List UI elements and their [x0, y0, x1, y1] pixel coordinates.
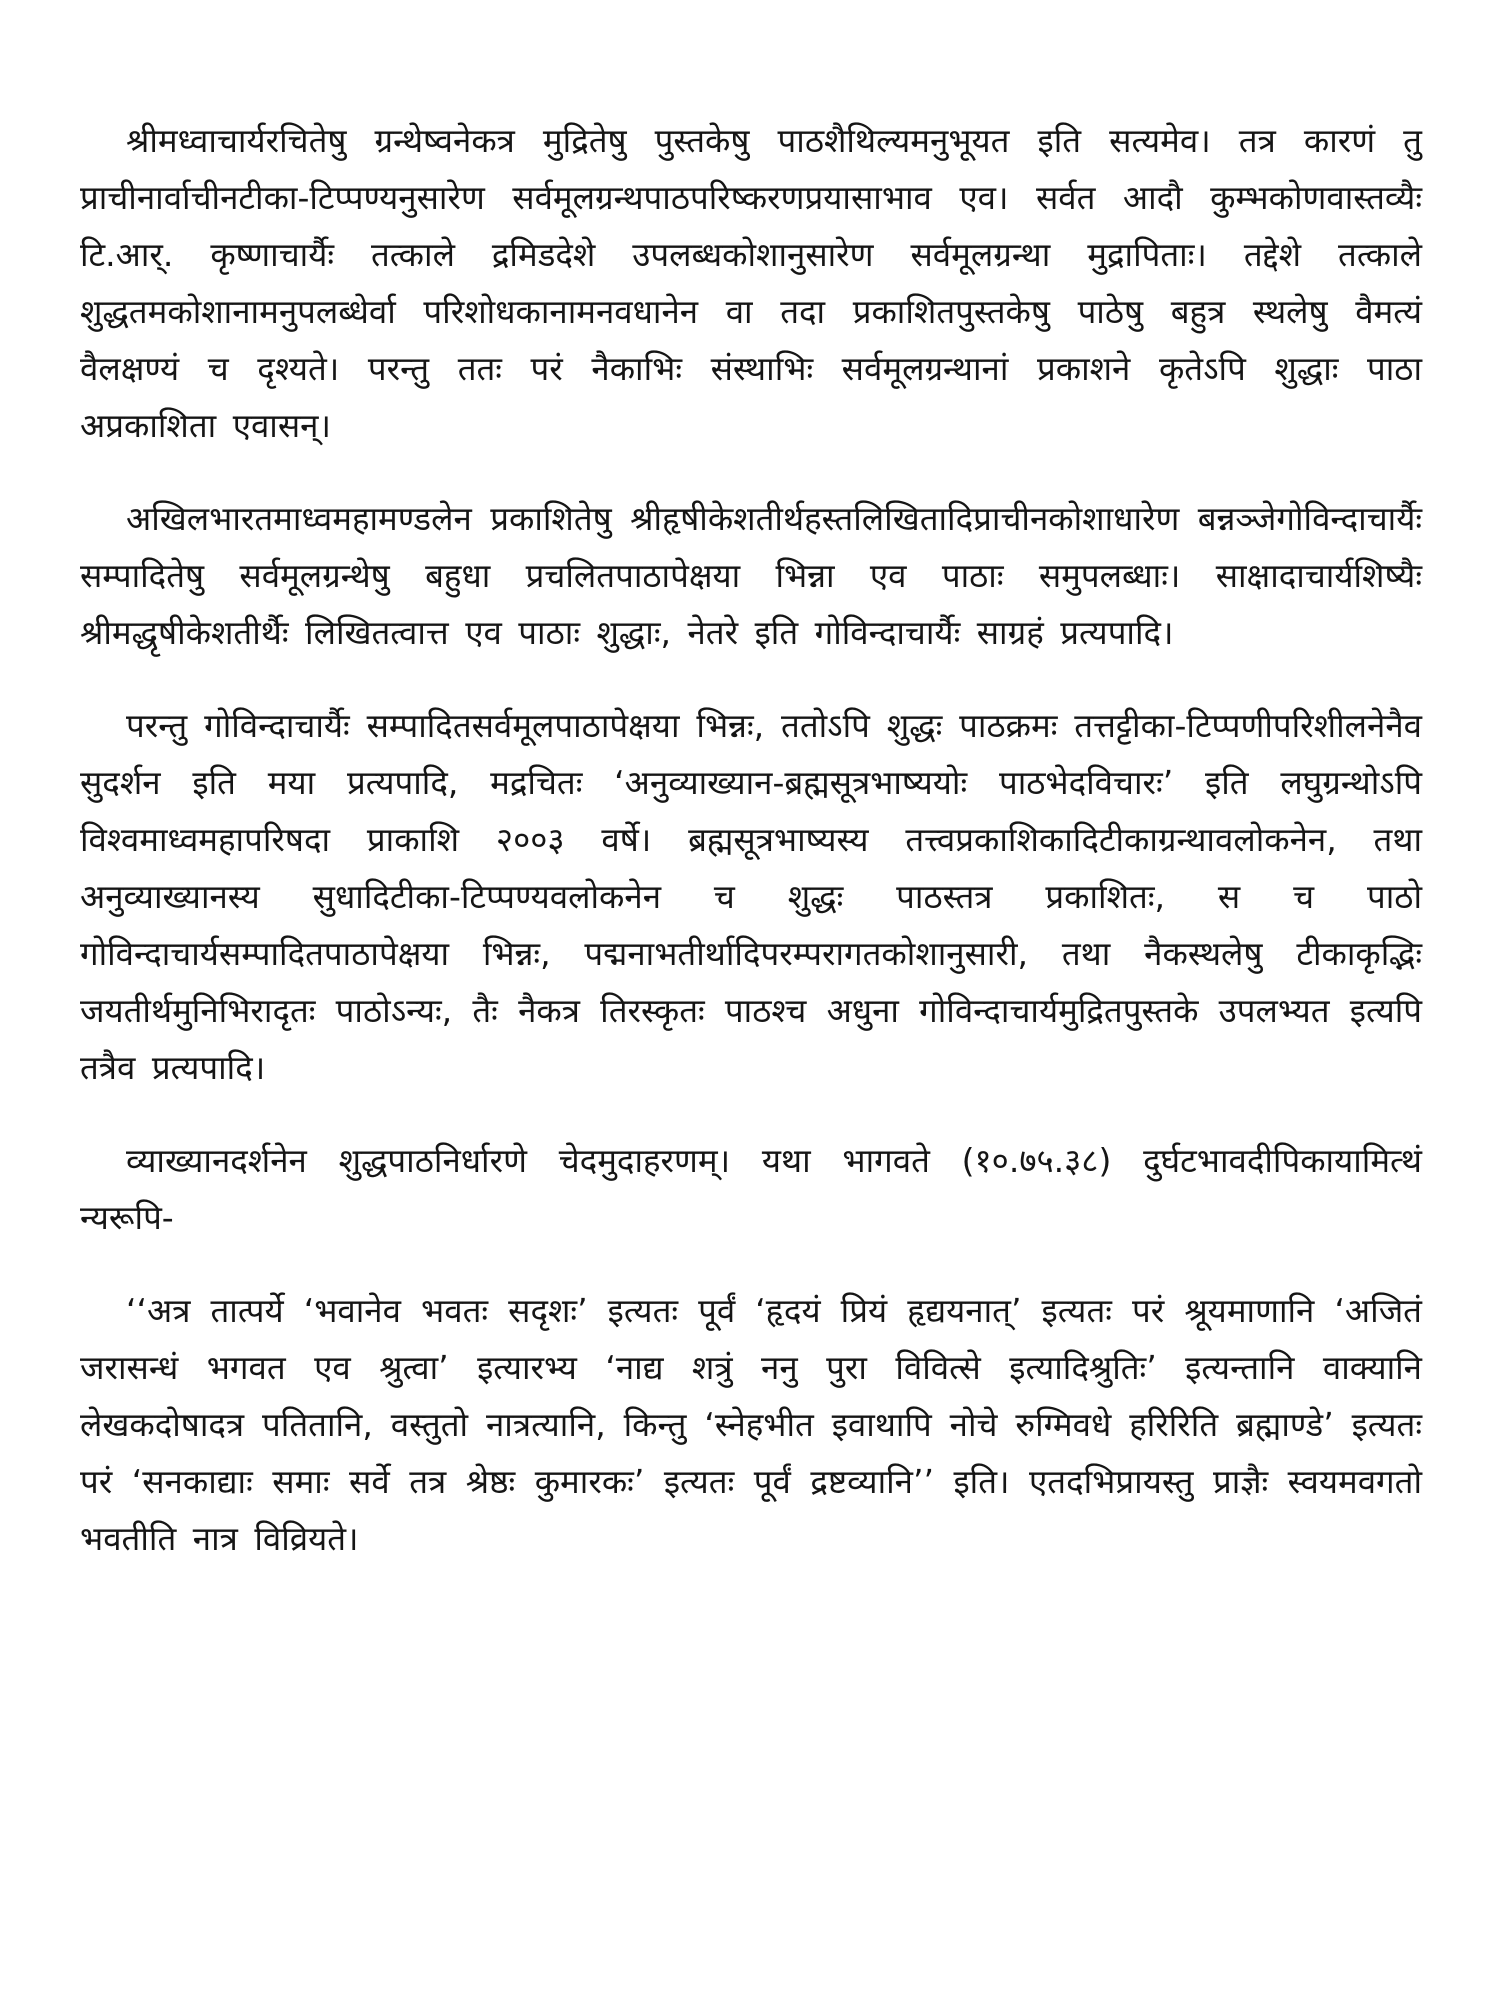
paragraph-3: परन्तु गोविन्दाचार्यैः सम्पादितसर्वमूलपाठापेक्षया भिन्नः, ततोऽपि शुद्धः पाठक्रमः तत्तट्टीका-टिप्पणीपरिशीलनेनैव सुदर्शन इति मया प्रत्यपादि, मद्रचितः ‘अनुव्याख्यान-ब्रह्मसूत्रभाष्ययोः पाठभेदविचारः’ इति लघुग्रन्थोऽपि विश्वमाध्वमहापरिषदा प्राकाशि २००३ वर्षे। ब्रह्मसूत्रभाष्यस्य तत्त्वप्रकाशिकादिटीकाग्रन्थावलोकनेन, तथा अनुव्याख्यानस्य सुधादिटीका-टिप्पण्यवलोकनेन च शुद्धः पाठस्तत्र प्रकाशितः, स च पाठो गोविन्दाचार्यसम्पादितपाठापेक्षया भिन्नः, पद्मनाभतीर्थादिपरम्परागतकोशानुसारी, तथा नैकस्थलेषु टीकाकृद्भिः जयतीर्थमुनिभिरादृतः पाठोऽन्यः, तैः नैकत्र तिरस्कृतः पाठश्च अधुना गोविन्दाचार्यमुद्रितपुस्तके उपलभ्यत इत्यपि तत्रैव प्रत्यपादि। [80, 706, 1422, 1087]
paragraph-5-quote: ‘‘अत्र तात्पर्ये ‘भवानेव भवतः सदृशः’ इत्यतः पूर्वं ‘हृदयं प्रियं हृद्ययनात्’ इत्यतः परं श्रूयमाणानि ‘अजितं जरासन्धं भगवत एव श्रुत्वा’ इत्यारभ्य ‘नाद्य शत्रुं ननु पुरा विवित्से इत्यादिश्रुतिः’ इत्यन्तानि वाक्यानि लेखकदोषादत्र पतितानि, वस्तुतो नात्रत्यानि, किन्तु ‘स्नेहभीत इवाथापि नोचे रुग्मिवधे हरिरिति ब्रह्माण्डे’ इत्यतः परं ‘सनकाद्याः समाः सर्वे तत्र श्रेष्ठः कुमारकः’ इत्यतः पूर्वं द्रष्टव्यानि’’ इति। एतदभिप्रायस्तु प्राज्ञैः स्वयमवगतो भवतीति नात्र विव्रियते। [80, 1291, 1422, 1558]
paragraph-4: व्याख्यानदर्शनेन शुद्धपाठनिर्धारणे चेदमुदाहरणम्। यथा भागवते (१०.७५.३८) दुर्घटभावदीपिकायामित्थं न्यरूपि- [80, 1141, 1422, 1237]
paragraph-2: अखिलभारतमाध्वमहामण्डलेन प्रकाशितेषु श्रीहृषीकेशतीर्थहस्तलिखितादिप्राचीनकोशाधारेण बन्नञ्जेगोविन्दाचार्यैः सम्पादितेषु सर्वमूलग्रन्थेषु बहुधा प्रचलितपाठापेक्षया भिन्ना एव पाठाः समुपलब्धाः। साक्षादाचार्यशिष्यैः श्रीमद्धृषीकेशतीर्थैः लिखितत्वात्त एव पाठाः शुद्धाः, नेतरे इति गोविन्दाचार्यैः साग्रहं प्रत्यपादि। [80, 499, 1422, 652]
paragraph-1: श्रीमध्वाचार्यरचितेषु ग्रन्थेष्वनेकत्र मुद्रितेषु पुस्तकेषु पाठशैथिल्यमनुभूयत इति सत्यमेव। तत्र कारणं तु प्राचीनार्वाचीनटीका-टिप्पण्यनुसारेण सर्वमूलग्रन्थपाठपरिष्करणप्रयासाभाव एव। सर्वत आदौ कुम्भकोणवास्तव्यैः टि.आर्. कृष्णाचार्यैः तत्काले द्रमिडदेशे उपलब्धकोशानुसारेण सर्वमूलग्रन्था मुद्रापिताः। तद्देशे तत्काले शुद्धतमकोशानामनुपलब्धेर्वा परिशोधकानामनवधानेन वा तदा प्रकाशितपुस्तकेषु पाठेषु बहुत्र स्थलेषु वैमत्यं वैलक्षण्यं च दृश्यते। परन्तु ततः परं नैकाभिः संस्थाभिः सर्वमूलग्रन्थानां प्रकाशने कृतेऽपि शुद्धाः पाठा अप्रकाशिता एवासन्। [80, 121, 1422, 445]
